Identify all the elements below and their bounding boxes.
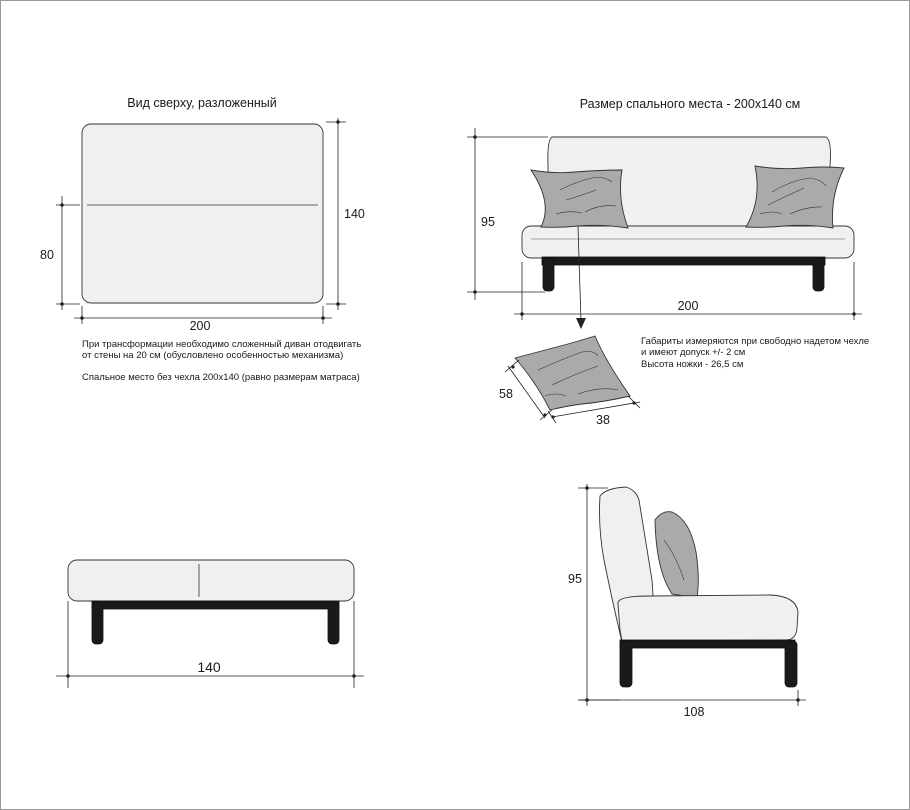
top-view-depth-label: 140 [344,207,365,221]
end-view-width-label: 140 [197,659,221,675]
side-view-seat [618,595,798,641]
front-view-seat [522,226,854,258]
top-view-note-line-2: от стены на 20 см (обусловлено особенностью механизма) [82,350,344,361]
front-view-frame [542,257,825,265]
end-view-right-leg [328,602,339,644]
end-view-body [68,560,354,601]
top-view [40,96,365,383]
side-view-depth-dimension [578,690,806,719]
top-view-mattress [82,124,323,303]
front-view-height-label: 95 [481,215,495,229]
end-view [56,560,364,688]
front-view-note-line-1: Габариты измеряются при свободно надетом чехле [641,336,870,347]
side-view-rear-leg [785,641,797,687]
side-view-depth-label: 108 [683,705,705,719]
end-view-frame [92,601,339,609]
front-view-height-dimension [467,128,548,300]
top-view-width-label: 200 [189,319,211,333]
front-view-title: Размер спального места - 200x140 см [579,97,801,111]
front-view-width-dimension [514,262,862,320]
top-view-note-line-3: Спальное место без чехла 200x140 (равно размерам матраса) [82,372,360,383]
pillow-detail-shape [515,336,630,410]
front-view-note-line-2: и имеют допуск +/- 2 см [641,347,746,358]
side-view-front-leg [620,641,632,687]
pillow-side-label: 58 [499,387,513,401]
top-view-depth-dimension [326,118,365,310]
front-view-right-pillow [746,166,844,228]
top-view-note-line-1: При трансформации необходимо сложенный диван отодвигать [82,339,362,350]
pillow-detail [499,336,640,427]
top-view-fold-label: 80 [40,248,54,262]
front-view-width-label: 200 [677,299,699,313]
front-view-note-line-3: Высота ножки - 26,5 см [641,359,744,370]
side-view-height-label: 95 [568,572,582,586]
front-view [467,97,869,370]
side-view-frame [620,640,795,648]
drawing-border [1,1,910,810]
end-view-left-leg [92,602,103,644]
front-view-pillow-leader-arrow [576,318,586,329]
side-view [568,484,806,719]
front-view-left-pillow [531,170,628,228]
side-view-pillow [655,512,698,598]
front-view-left-leg [543,258,554,291]
top-view-title: Вид сверху, разложенный [127,96,277,110]
top-view-width-dimension [74,306,332,333]
front-view-right-leg [813,258,824,291]
pillow-bottom-label: 38 [596,413,610,427]
top-view-fold-dimension [40,196,80,310]
